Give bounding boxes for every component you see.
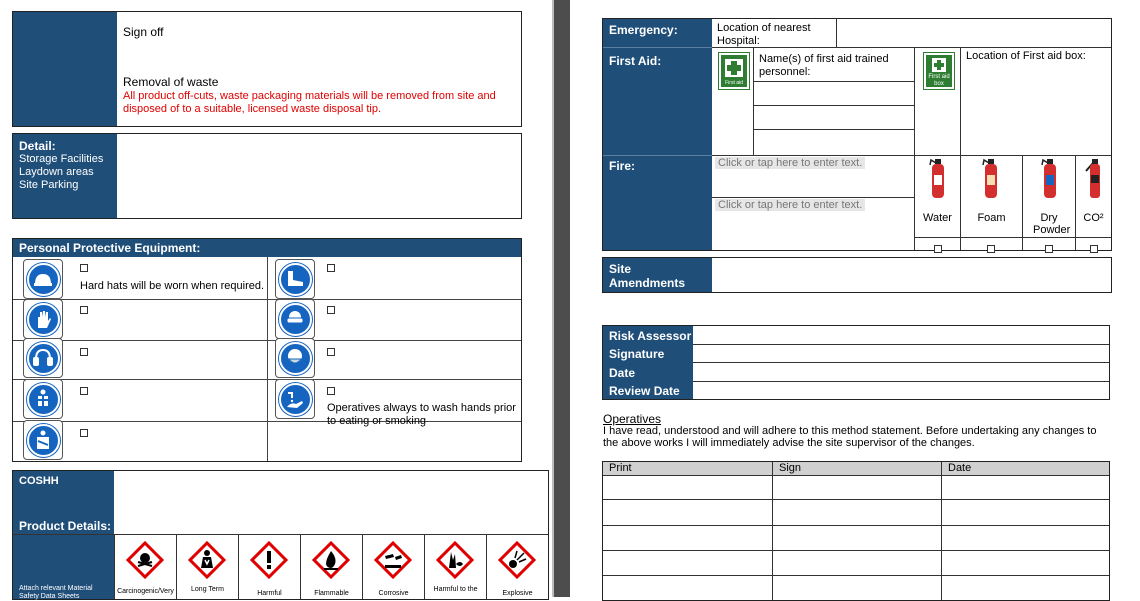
gloves-icon [27, 303, 60, 336]
ppe-checkbox[interactable] [327, 387, 335, 395]
ppe-checkbox[interactable] [327, 306, 335, 314]
first-aid-col-divider [914, 47, 915, 155]
emergency-label: Emergency: [609, 23, 678, 37]
co2-extinguisher-icon [1084, 157, 1106, 199]
coshh-block [12, 470, 549, 600]
ppe-icon-cell [275, 259, 315, 299]
signature-input[interactable] [694, 345, 1109, 362]
first-aid-kit-icon [719, 53, 749, 89]
table-row-divider [603, 525, 1109, 526]
fire-checkbox-row [1090, 240, 1098, 258]
exclamation-icon [249, 540, 289, 580]
first-aid-row-divider [753, 129, 914, 130]
ppe-item-text: Operatives always to wash hands prior to eating or smoking [327, 402, 516, 427]
hazard-row [114, 534, 548, 599]
first-aid-col-divider [753, 47, 754, 155]
extinguisher-label: Dry Powder [1033, 212, 1071, 236]
detail-side-cell [13, 134, 117, 218]
ppe-icon-cell [275, 338, 315, 378]
row-divider [712, 155, 1111, 156]
ppe-icon-cell [275, 299, 315, 339]
column-header: Date [948, 462, 972, 474]
ppe-checkbox[interactable] [80, 429, 88, 437]
first-aid-row-divider [753, 81, 914, 82]
face-mask-icon [279, 342, 312, 375]
ppe-icon-cell [23, 299, 63, 339]
removal-title: Removal of waste [123, 75, 219, 89]
table-row-divider [603, 550, 1109, 551]
first-aid-label: First Aid: [609, 54, 662, 68]
fire-checkbox-divider [914, 237, 1111, 238]
first-aid-box-label: Location of First aid box: [966, 50, 1086, 62]
column-header: Print [609, 462, 632, 474]
goggles-icon [279, 303, 312, 336]
extinguisher-label: Water [923, 212, 952, 224]
skull-icon [125, 540, 165, 580]
hazard-label: Corrosive [378, 590, 409, 597]
emergency-block [602, 18, 1112, 251]
ppe-right-row [327, 343, 335, 361]
ppe-icon-cell [23, 379, 63, 419]
ear-defenders-icon [27, 342, 60, 375]
extinguisher-label: CO² [1083, 212, 1104, 224]
signoff-label: Sign off [123, 25, 164, 39]
table-row-divider [603, 475, 1109, 476]
kit-caption: First aid [725, 80, 743, 86]
harness-icon [27, 383, 60, 416]
hazard-label: Carcinogenic/Very [117, 588, 174, 595]
detail-line: Storage Facilities [19, 153, 104, 165]
ppe-checkbox[interactable] [80, 348, 88, 356]
foam-checkbox[interactable] [987, 245, 995, 253]
fire-col-divider [1022, 155, 1023, 250]
fire-input-2[interactable]: Click or tap here to enter text. [715, 199, 865, 211]
first-aid-row-divider [753, 105, 914, 106]
amendments-input[interactable] [713, 258, 1111, 292]
hospital-input[interactable] [837, 19, 1111, 47]
explosive-icon [497, 540, 537, 580]
hazard-label: Harmful to the [433, 586, 478, 593]
ppe-right-row [327, 301, 335, 319]
attach-note: Attach relevant Material Safety Data Sheets [19, 585, 93, 600]
water-checkbox[interactable] [934, 245, 942, 253]
hazard-cell [300, 534, 362, 599]
fire-row-divider [712, 197, 914, 198]
ppe-right-row [327, 382, 517, 428]
hard-hat-icon [27, 263, 60, 296]
ppe-header: Personal Protective Equipment: [13, 239, 521, 257]
ppe-left-row [80, 259, 265, 292]
ppe-checkbox[interactable] [80, 387, 88, 395]
ppe-left-row [80, 301, 88, 319]
dry-powder-checkbox[interactable] [1045, 245, 1053, 253]
side-divider [603, 155, 712, 156]
ppe-icon-cell [275, 379, 315, 419]
date-input[interactable] [694, 363, 1109, 381]
side-divider [603, 47, 712, 48]
ppe-left-row [80, 424, 88, 442]
signoff-block [12, 11, 522, 127]
first-aid-col-divider [960, 47, 961, 155]
operatives-text: I have read, understood and will adhere to this method statement. Before undertaking any changes to the above works I will immediately advise the site supervisor of the changes. [603, 425, 1097, 449]
hazard-label: Long Term [191, 586, 224, 593]
hazard-label: Explosive [502, 590, 533, 597]
operatives-title: Operatives [603, 412, 662, 426]
hazard-cell [176, 534, 238, 599]
risk-row-label: Signature [609, 347, 665, 361]
wash-hands-icon [279, 383, 312, 416]
fire-col-divider [960, 155, 961, 250]
risk-table [602, 325, 1110, 400]
ppe-left-row [80, 382, 88, 400]
row-divider [712, 47, 1111, 48]
fire-input-1[interactable]: Click or tap here to enter text. [715, 157, 865, 169]
amendments-label: Site Amendments [603, 258, 712, 292]
ppe-checkbox[interactable] [80, 264, 88, 272]
hazard-cell [362, 534, 424, 599]
table-col-divider [772, 462, 773, 600]
flame-icon [311, 540, 351, 580]
hazard-cell [238, 534, 300, 599]
table-row-divider [603, 499, 1109, 500]
review-date-input[interactable] [694, 382, 1109, 399]
detail-title: Detail: [19, 139, 56, 153]
signoff-side-cell [13, 12, 117, 126]
first-aid-names-label: Name(s) of first aid trained personnel: [759, 53, 889, 78]
water-extinguisher-icon [927, 157, 949, 199]
left-page [0, 0, 552, 600]
right-page [570, 0, 1140, 597]
ppe-checkbox[interactable] [80, 306, 88, 314]
detail-line: Laydown areas [19, 166, 94, 178]
ppe-item-text: Hard hats will be worn when required. [80, 280, 265, 292]
environment-icon [435, 540, 475, 580]
hazard-cell [114, 534, 176, 599]
operatives-table [602, 461, 1110, 601]
risk-row-label: Date [609, 366, 636, 380]
page-gutter [552, 0, 570, 597]
ppe-right-row [327, 259, 335, 277]
removal-text: All product off-cuts, waste packaging materials will be removed from site and disposed of to a suitable, licensed waste disposal tip. [123, 90, 496, 115]
table-col-divider [941, 462, 942, 600]
fire-checkbox-row [1045, 240, 1053, 258]
hospital-label: Location of nearest Hospital: [717, 22, 811, 47]
hazard-cell [424, 534, 486, 599]
fire-checkbox-row [934, 240, 942, 258]
hazard-label: Harmful [257, 590, 282, 597]
dry-powder-extinguisher-icon [1039, 157, 1061, 199]
product-details-label: Product Details: [19, 519, 112, 533]
fire-checkbox-row [987, 240, 995, 258]
co2-checkbox[interactable] [1090, 245, 1098, 253]
table-row-divider [603, 575, 1109, 576]
risk-row-label: Review Date [609, 384, 680, 398]
ppe-icon-cell [23, 420, 63, 460]
extinguisher-label: Foam [977, 212, 1006, 224]
box-caption: First aid box [928, 74, 950, 87]
hazard-label: Flammable [314, 590, 349, 597]
ppe-icon-cell [23, 338, 63, 378]
fire-col-divider [1075, 155, 1076, 250]
risk-assessor-input[interactable] [694, 326, 1109, 344]
fire-label: Fire: [609, 159, 636, 173]
first-aid-box-icon [924, 53, 954, 89]
ppe-col-divider [267, 257, 268, 461]
fire-col-divider [914, 155, 915, 250]
detail-block [12, 133, 522, 219]
operatives-header [603, 462, 1109, 475]
ppe-left-row [80, 343, 88, 361]
ppe-checkbox[interactable] [327, 348, 335, 356]
gutter-edge [552, 0, 554, 597]
column-header: Sign [779, 462, 802, 474]
safety-boots-icon [279, 263, 312, 296]
foam-extinguisher-icon [980, 157, 1002, 199]
corrosive-icon [373, 540, 413, 580]
detail-line: Site Parking [19, 179, 79, 191]
ppe-checkbox[interactable] [327, 264, 335, 272]
hazard-cell [486, 534, 548, 599]
amendments-block [602, 257, 1112, 293]
risk-row-label: Risk Assessor [609, 329, 692, 343]
health-hazard-icon [187, 540, 227, 580]
hi-vis-icon [27, 424, 60, 457]
ppe-icon-cell [23, 259, 63, 299]
coshh-title: COSHH [19, 475, 59, 487]
coshh-side-cell [13, 471, 114, 599]
